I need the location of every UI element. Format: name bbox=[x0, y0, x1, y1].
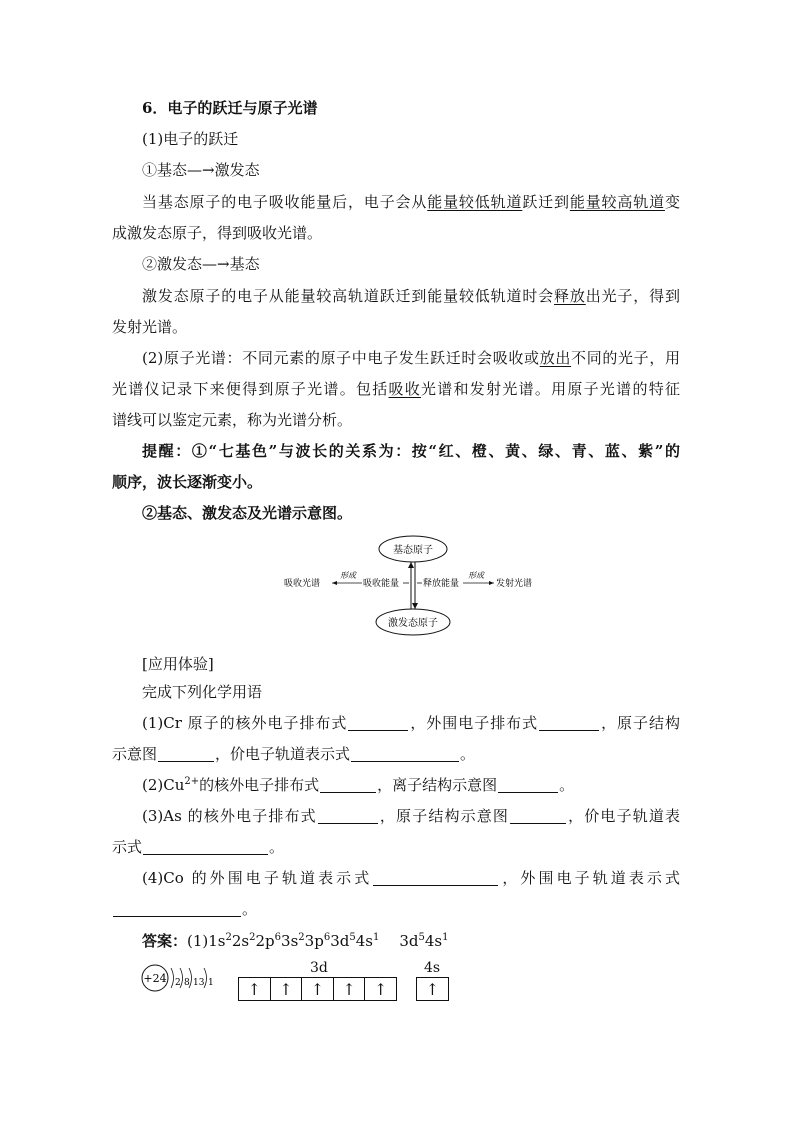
answer-line bbox=[142, 931, 449, 951]
paragraph-absorption-line2: 成激发态原子，得到吸收光谱。 bbox=[112, 224, 323, 242]
shell-arc-1 bbox=[171, 968, 174, 988]
text: (4)Co 的外围电子轨道表示式 bbox=[142, 869, 373, 887]
shell-count-4: 1 bbox=[208, 978, 214, 988]
subsection-transition: (1)电子的跃迁 bbox=[142, 130, 239, 148]
text: 激发态原子的电子从能量较高轨道跃迁到能量较低轨道时会 bbox=[142, 287, 555, 305]
text: ，外围电子轨道表示式 bbox=[499, 869, 680, 887]
text: 3s bbox=[281, 932, 299, 950]
nucleus-charge: +24 bbox=[143, 972, 167, 985]
orbital-box bbox=[334, 978, 366, 1000]
paragraph-spectrum-line2 bbox=[112, 379, 680, 399]
text: ，原子结构 bbox=[600, 714, 680, 732]
text: 的核外电子排布式 bbox=[199, 776, 320, 794]
text: 4s bbox=[355, 932, 373, 950]
question-2 bbox=[142, 775, 574, 795]
question-4-line1 bbox=[142, 868, 680, 888]
answer-blank[interactable] bbox=[143, 838, 268, 855]
absorb-energy-label: 吸收能量 bbox=[363, 579, 400, 589]
sup: 2 bbox=[298, 932, 305, 943]
answer-blank[interactable] bbox=[318, 807, 378, 824]
paragraph-spectrum-line3: 谱线可以鉴定元素，称为光谱分析。 bbox=[112, 411, 353, 429]
text: (2)原子光谱：不同元素的原子中电子发生跃迁时会吸收或 bbox=[142, 349, 540, 367]
text: ，价电子轨道表示式 bbox=[215, 745, 351, 763]
orbital-4s-label: 4s bbox=[424, 960, 441, 976]
text: (1)1s bbox=[187, 932, 226, 950]
practice-heading: [应用体验] bbox=[142, 655, 214, 673]
orbital-3d-label: 3d bbox=[310, 960, 328, 976]
sup: 1 bbox=[372, 932, 380, 943]
paragraph-emission-line2: 发射光谱。 bbox=[112, 318, 188, 336]
answer-blank[interactable] bbox=[348, 714, 408, 731]
shell-count-1: 2 bbox=[175, 978, 181, 988]
key-term-lower-orbital: 能量较低轨道 bbox=[427, 193, 523, 211]
text: (2)Cu bbox=[142, 776, 185, 794]
text: 3d bbox=[399, 932, 419, 950]
spectrum-diagram bbox=[270, 532, 550, 640]
text: 光谱仪记录下来便得到原子光谱。包括 bbox=[112, 380, 389, 398]
up-arrow-icon: ↑ bbox=[342, 979, 356, 999]
sup: 6 bbox=[274, 932, 282, 943]
answer-blank[interactable] bbox=[320, 776, 376, 793]
text: ，离子结构示意图 bbox=[377, 776, 498, 794]
text: (3)As 的核外电子排布式 bbox=[142, 807, 317, 825]
up-arrow-icon: ↑ bbox=[247, 979, 261, 999]
emit-spectrum-label: 发射光谱 bbox=[496, 579, 533, 589]
question-1-line2 bbox=[112, 744, 475, 764]
question-3-line2 bbox=[112, 837, 284, 857]
form-right-arrowhead bbox=[489, 581, 494, 585]
text: 3d bbox=[330, 932, 350, 950]
form-left-label: 形成 bbox=[340, 571, 356, 580]
answer-blank[interactable] bbox=[510, 807, 566, 824]
text: ，价电子轨道表 bbox=[567, 807, 680, 825]
form-left-arrowhead bbox=[332, 581, 337, 585]
cr-atomic-structure bbox=[138, 962, 218, 994]
paragraph-spectrum-line1 bbox=[142, 348, 680, 368]
orbital-box bbox=[239, 978, 271, 1000]
answer-blank[interactable] bbox=[498, 776, 558, 793]
orbital-box bbox=[271, 978, 303, 1000]
tip-line1: 提醒：①“七基色”与波长的关系为：按“红、橙、黄、绿、青、蓝、紫”的 bbox=[142, 442, 680, 460]
up-arrow-icon: ↑ bbox=[310, 979, 325, 999]
text: 。 bbox=[460, 745, 476, 763]
ground-state-label: 基态原子 bbox=[393, 545, 433, 556]
tip-line2: 顺序，波长逐渐变小。 bbox=[112, 473, 263, 491]
text: 示式 bbox=[112, 838, 143, 856]
arrowhead-down bbox=[412, 603, 418, 609]
answer-label: 答案： bbox=[142, 932, 188, 950]
up-arrow-icon: ↑ bbox=[425, 979, 440, 999]
answer-blank[interactable] bbox=[158, 745, 214, 762]
up-arrow-icon: ↑ bbox=[373, 979, 388, 999]
sup: 2 bbox=[249, 932, 256, 943]
sup: 6 bbox=[323, 932, 331, 943]
orbital-box bbox=[302, 978, 334, 1000]
text: 。 bbox=[559, 776, 575, 794]
text: 跃迁到 bbox=[522, 193, 570, 211]
text: 变 bbox=[664, 193, 680, 211]
orbital-4s-box bbox=[416, 977, 449, 1001]
paragraph-absorption-line1 bbox=[142, 192, 680, 212]
question-1-line1 bbox=[142, 713, 680, 733]
question-4-line2 bbox=[112, 899, 257, 919]
text: 不同的光子，用 bbox=[571, 349, 680, 367]
form-right-label: 形成 bbox=[468, 571, 484, 580]
text: 示意图 bbox=[112, 745, 158, 763]
sup: 5 bbox=[418, 932, 425, 943]
orbital-box bbox=[365, 978, 396, 1000]
up-arrow-icon: ↑ bbox=[279, 979, 293, 999]
text: 。 bbox=[269, 838, 285, 856]
excited-state-label: 激发态原子 bbox=[388, 618, 438, 629]
key-term-higher-orbital: 能量较高轨道 bbox=[569, 193, 665, 211]
answer-blank[interactable] bbox=[373, 869, 498, 886]
charge-superscript: 2+ bbox=[184, 776, 200, 787]
release-energy-label: 释放能量 bbox=[423, 579, 460, 589]
section-title: 6．电子的跃迁与原子光谱 bbox=[142, 99, 318, 117]
text: 。 bbox=[242, 900, 258, 918]
key-term-release: 释放 bbox=[554, 287, 586, 305]
text: 2p bbox=[255, 932, 275, 950]
paragraph-emission-line1 bbox=[142, 286, 680, 306]
key-term-absorb: 吸收 bbox=[388, 380, 422, 398]
text: ，原子结构示意图 bbox=[378, 807, 510, 825]
text: 2s bbox=[231, 932, 250, 950]
orbital-3d-boxes bbox=[238, 977, 397, 1001]
key-term-emit: 放出 bbox=[539, 349, 572, 367]
arrowhead-up bbox=[408, 562, 414, 568]
answer-blank[interactable] bbox=[351, 745, 459, 762]
excited-to-ground-heading: ②激发态—→基态 bbox=[142, 255, 260, 273]
text: 3p bbox=[304, 932, 324, 950]
sup: 5 bbox=[349, 932, 356, 943]
practice-intro: 完成下列化学用语 bbox=[142, 683, 263, 701]
tip-line3: ②基态、激发态及光谱示意图。 bbox=[142, 504, 353, 522]
text: 出光子，得到 bbox=[585, 287, 680, 305]
shell-count-3: 13 bbox=[193, 978, 205, 988]
text: 当基态原子的电子吸收能量后，电子会从 bbox=[142, 193, 428, 211]
text: (1)Cr 原子的核外电子排布式 bbox=[142, 714, 348, 732]
orbital-box bbox=[417, 978, 448, 1000]
answer-blank[interactable] bbox=[113, 900, 241, 917]
sup: 1 bbox=[442, 932, 449, 943]
text: ，外围电子排布式 bbox=[409, 714, 539, 732]
sup: 2 bbox=[225, 932, 232, 943]
answer-blank[interactable] bbox=[539, 714, 599, 731]
text: 光谱和发射光谱。用原子光谱的特征 bbox=[421, 380, 680, 398]
absorb-spectrum-label: 吸收光谱 bbox=[284, 579, 321, 589]
question-3-line1 bbox=[142, 806, 680, 826]
ground-to-excited-heading: ①基态—→激发态 bbox=[142, 161, 260, 179]
shell-count-2: 8 bbox=[184, 978, 190, 988]
text: 4s bbox=[424, 932, 443, 950]
